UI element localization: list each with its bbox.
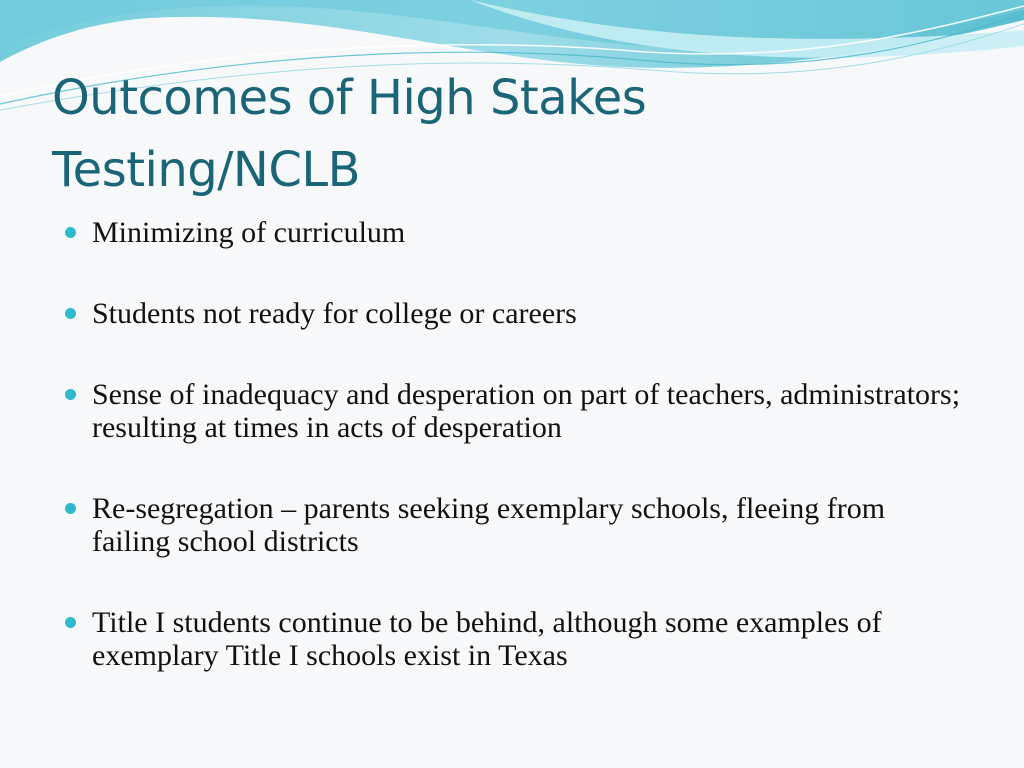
bullet-marker-icon: [65, 617, 76, 628]
bullet-marker-icon: [65, 389, 76, 400]
bullet-item: [62, 492, 962, 558]
bullet-text: Re-segregation – parents seeking exemplary schools, fleeing from failing school districts: [92, 492, 886, 558]
bullet-item: [62, 378, 962, 444]
bullet-text: Title I students continue to be behind, although some examples of exemplary Title I schools exist in Texas: [92, 606, 882, 672]
slide-title-line-2: Testing/NCLB: [52, 142, 361, 198]
bullet-marker-icon: [65, 503, 76, 514]
bullet-item: [62, 606, 962, 672]
bullet-marker-icon: [65, 227, 76, 238]
slide-title: [52, 62, 972, 206]
bullet-text: Sense of inadequacy and desperation on part of teachers, administrators; resulting at times in acts of desperation: [92, 378, 961, 444]
slide-title-line-1: Outcomes of High Stakes: [52, 70, 647, 126]
bullet-item: [62, 297, 962, 330]
bullet-text: Minimizing of curriculum: [92, 216, 406, 249]
bullet-marker-icon: [65, 308, 76, 319]
bullet-text: Students not ready for college or careers: [92, 297, 577, 330]
bullet-item: [62, 216, 962, 249]
bullet-list: [62, 216, 962, 672]
